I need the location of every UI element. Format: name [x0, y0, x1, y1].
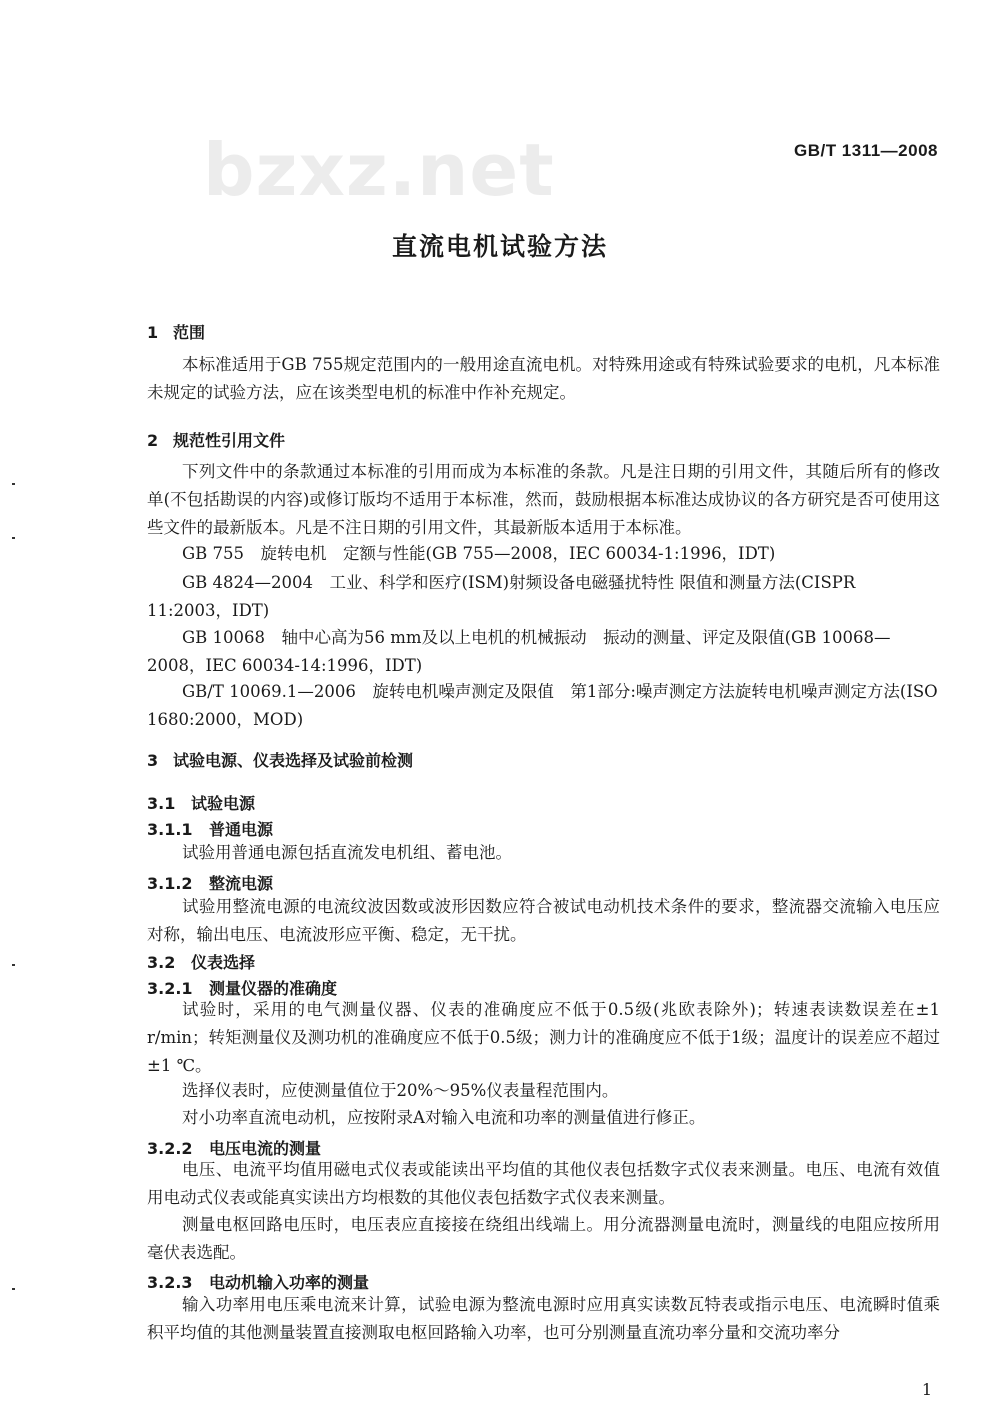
section-title: 试验电源、仪表选择及试验前检测	[173, 751, 414, 770]
section-title: 普通电源	[209, 820, 274, 839]
reference-item: GB 755 旋转电机 定额与性能(GB 755—2008，IEC 60034-1:1996，IDT)	[182, 544, 776, 563]
section-3-1-1-heading	[147, 817, 273, 840]
section-1-paragraph: 本标准适用于GB 755规定范围内的一般用途直流电机。对特殊用途或有特殊试验要求的电机，凡本标准未规定的试验方法，应在该类型电机的标准中作补充规定。	[147, 355, 940, 402]
section-3-2-1-paragraph: 对小功率直流电动机，应按附录A对输入电流和功率的测量值进行修正。	[182, 1108, 706, 1127]
section-3-1-2-heading	[147, 871, 273, 894]
section-title: 测量仪器的准确度	[209, 979, 338, 998]
reference-item: GB 10068 轴中心高为56 mm及以上电机的机械振动 振动的测量、评定及限值(GB 10068—2008，IEC 60034-14:1996，IDT)	[147, 628, 891, 675]
section-number: 3.1.1	[147, 820, 193, 839]
section-3-2-3-paragraph: 输入功率用电压乘电流来计算，试验电源为整流电源时应用真实读数瓦特表或指示电压、电流瞬时值乘积平均值的其他测量装置直接测取电枢回路输入功率，也可分别测量直流功率分量和交流功率分	[147, 1295, 940, 1342]
section-title: 仪表选择	[191, 953, 256, 972]
section-3-2-3-heading	[147, 1270, 369, 1293]
section-3-1-2-paragraph: 试验用整流电源的电流纹波因数或波形因数应符合被试电动机技术条件的要求，整流器交流输入电压应对称，输出电压、电流波形应平衡、稳定，无干扰。	[147, 897, 940, 944]
scan-mark	[12, 483, 15, 485]
section-number: 3.2.1	[147, 979, 193, 998]
section-2-paragraph: 下列文件中的条款通过本标准的引用而成为本标准的条款。凡是注日期的引用文件，其随后所有的修改单(不包括勘误的内容)或修订版均不适用于本标准，然而，鼓励根据本标准达成协议的各方研究是否可使用这些文件的最新版本。凡是不注日期的引用文件，其最新版本适用于本标准。	[147, 462, 940, 537]
reference-item: GB 4824—2004 工业、科学和医疗(ISM)射频设备电磁骚扰特性 限值和测量方法(CISPR 11:2003，IDT)	[147, 573, 856, 620]
section-title: 电动机输入功率的测量	[209, 1273, 370, 1292]
section-number: 3.1.2	[147, 874, 193, 893]
scan-mark	[12, 537, 15, 539]
section-1-heading	[147, 320, 205, 343]
section-2-heading	[147, 428, 285, 451]
section-3-1-heading	[147, 791, 255, 814]
section-3-2-1-paragraph: 试验时，采用的电气测量仪器、仪表的准确度应不低于0.5级(兆欧表除外)；转速表读数误差在±1 r/min；转矩测量仪及测功机的准确度应不低于0.5级；测力计的准确度应不低于1级；温度计的误差应不超过±1 ℃。	[147, 1000, 940, 1075]
section-number: 3.1	[147, 794, 176, 813]
section-title: 试验电源	[191, 794, 256, 813]
scan-mark	[12, 964, 15, 966]
scan-mark	[12, 1288, 15, 1290]
section-number: 3.2	[147, 953, 176, 972]
section-3-2-heading	[147, 950, 255, 973]
section-3-1-1-paragraph: 试验用普通电源包括直流发电机组、蓄电池。	[182, 843, 512, 862]
page-number: 1	[921, 1380, 932, 1399]
section-title: 范围	[173, 323, 206, 342]
section-number: 3	[147, 751, 159, 770]
section-title: 电压电流的测量	[209, 1139, 322, 1158]
section-title: 整流电源	[209, 874, 274, 893]
section-number: 3.2.2	[147, 1139, 193, 1158]
section-3-2-2-paragraph: 电压、电流平均值用磁电式仪表或能读出平均值的其他仪表包括数字式仪表来测量。电压、电流有效值用电动式仪表或能真实读出方均根数的其他仪表包括数字式仪表来测量。	[147, 1160, 940, 1207]
document-title: 直流电机试验方法	[391, 232, 608, 261]
reference-item: GB/T 10069.1—2006 旋转电机噪声测定及限值 第1部分:噪声测定方法旋转电机噪声测定方法(ISO 1680:2000，MOD)	[147, 682, 938, 729]
section-title: 规范性引用文件	[173, 431, 286, 450]
section-3-2-1-paragraph: 选择仪表时，应使测量值位于20%～95%仪表量程范围内。	[182, 1081, 619, 1100]
section-number: 2	[147, 431, 159, 450]
section-number: 1	[147, 323, 159, 342]
standard-number: GB/T 1311—2008	[793, 141, 938, 160]
section-3-2-2-paragraph: 测量电枢回路电压时，电压表应直接接在绕组出线端上。用分流器测量电流时，测量线的电阻应按所用毫伏表选配。	[147, 1215, 940, 1262]
section-3-heading	[147, 748, 413, 771]
watermark: bzxz.net	[203, 128, 555, 212]
section-number: 3.2.3	[147, 1273, 193, 1292]
